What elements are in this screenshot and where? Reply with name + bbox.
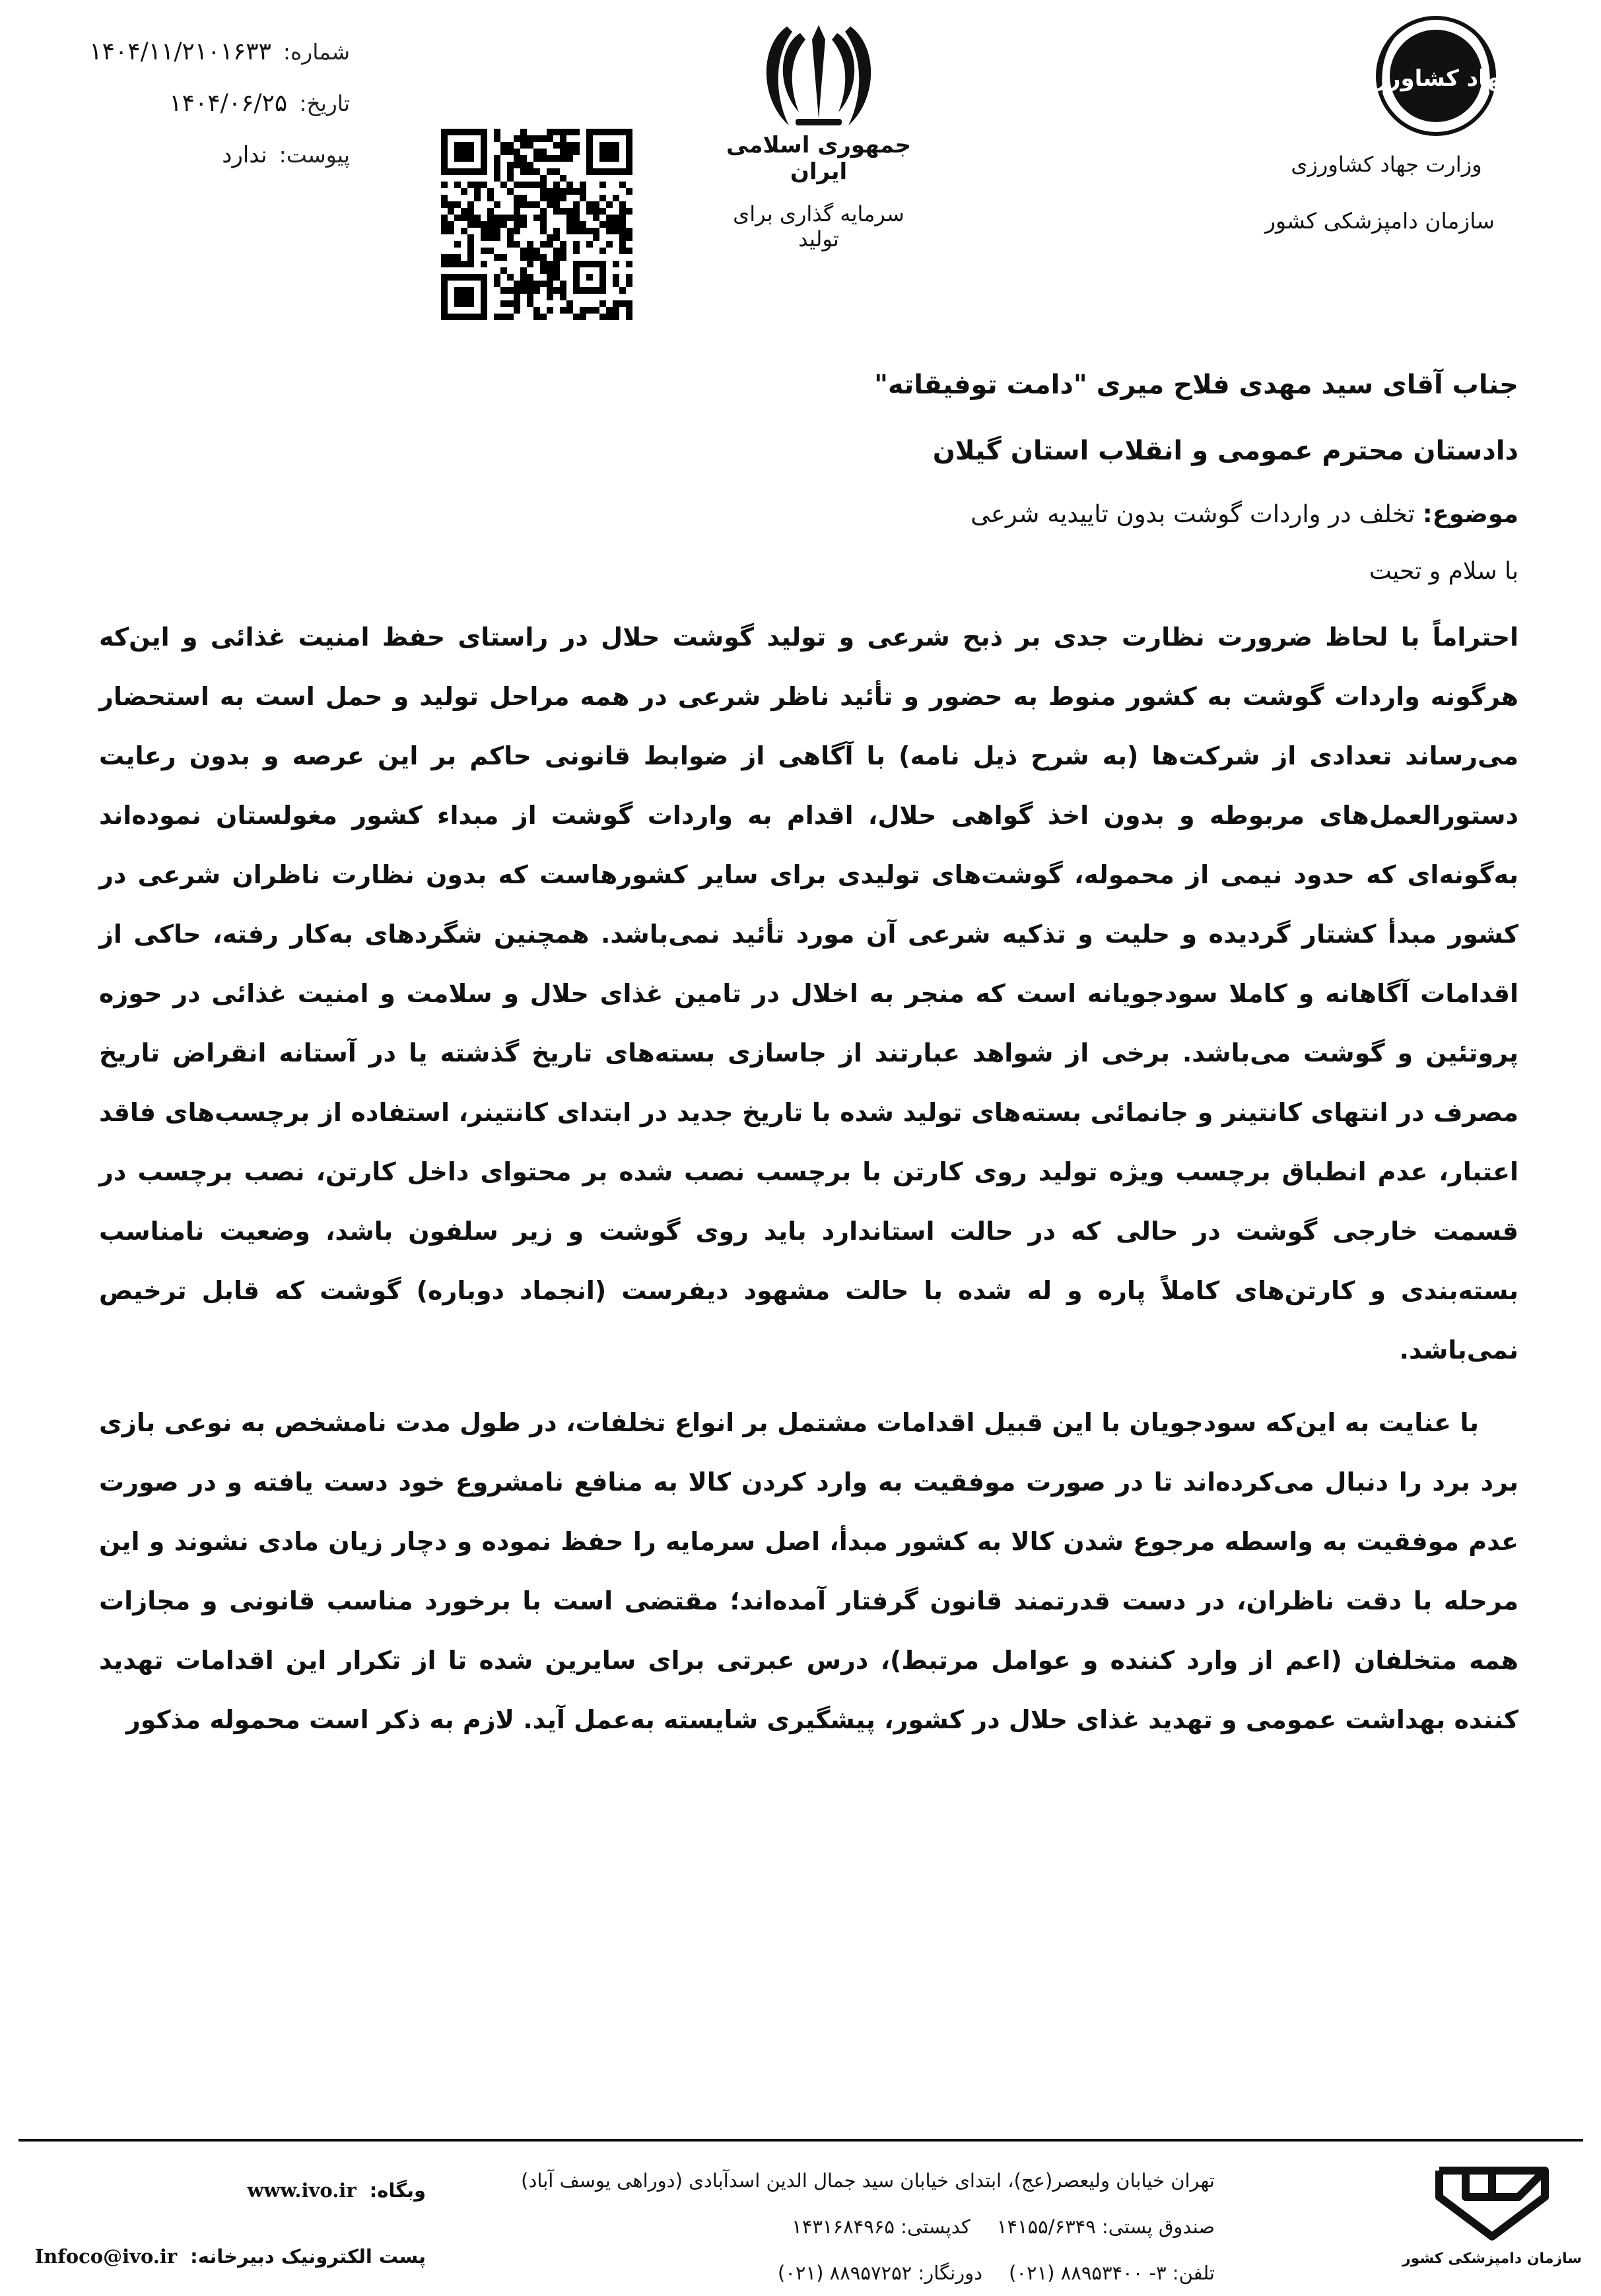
subject-text: تخلف در واردات گوشت بدون تاییدیه شرعی <box>971 500 1423 528</box>
footer-address-block <box>515 2157 1215 2296</box>
phone-label: تلفن: <box>1172 2262 1215 2284</box>
footer-phone-row <box>515 2250 1215 2296</box>
addressee-title: دادستان محترم عمومی و انقلاب استان گیلان <box>932 436 1518 466</box>
subject-line <box>971 500 1518 528</box>
letter-number-row <box>89 26 350 78</box>
pobox-label: صندوق پستی: <box>1102 2215 1215 2238</box>
veterinary-organization-logo-icon <box>1402 2157 1582 2270</box>
letter-number-label: شماره: <box>283 39 350 65</box>
letter-body <box>99 607 1518 1749</box>
body-paragraph-2: با عنایت به این‌که سودجویان با این قبیل اقدامات مشتمل بر انواع تخلفات، در طول مدت نامشخص به نوعی بازی برد برد را دنبال می‌کرده‌اند تا در صورت موفقیت به وارد کردن کالا به منافع نامشروع خود دست یافته و در صورت عدم موفقیت به واسطه مرجوع شدن کالا به کشور مبدأ، اصل سرمایه را حفظ نموده و دچار زیان مادی نشوند و این مرحله با دقت ناظران، در دست قدرتمند قانون گرفتار آمده‌اند؛ مقتضی است با برخورد مناسب قانونی و مجازات همه متخلفان (اعم از وارد کننده و عوامل مرتبط)، درس عبرتی برای سایرین شده تا از تکرار این اقدامات تهدید کننده بهداشت عمومی و تهدید غذای حلال در کشور، پیشگیری شایسته به‌عمل آید. لازم به ذکر است محموله مذکور <box>99 1408 1518 1734</box>
greeting: با سلام و تحیت <box>1369 558 1518 585</box>
letter-date-row <box>99 78 350 129</box>
iran-emblem-icon <box>759 20 878 132</box>
postal-code-label: کدپستی: <box>901 2215 971 2238</box>
email-label: پست الکترونیک دبیرخانه: <box>190 2245 426 2268</box>
letter-date-value: ۱۴۰۴/۰۶/۲۵ <box>169 90 288 117</box>
letter-attachment-value: ندارد <box>222 142 267 168</box>
website-row <box>56 2157 426 2223</box>
email-link[interactable]: Infoco@ivo.ir <box>34 2245 178 2268</box>
ministry-name: وزارت جهاد کشاورزی <box>1291 152 1482 177</box>
fax-value: ۸۸۹۵۷۲۵۲ (۰۲۱) <box>778 2262 912 2284</box>
footer-pobox-row <box>515 2204 1215 2250</box>
body-paragraph-1: احتراماً با لحاظ ضرورت نظارت جدی بر ذبح شرعی و تولید گوشت حلال در راستای حفظ امنیت غذائی و این‌که هرگونه واردات گوشت به کشور منوط به حضور و تأئید ناظر شرعی در همه مراحل تولید و حمل است به استحضار می‌رساند تعدادی از شرکت‌ها (به شرح ذیل نامه) با آگاهی از ضوابط قانونی حاکم بر این عرصه و بدون رعایت دستورالعمل‌های مربوطه و بدون اخذ گواهی حلال، اقدام به واردات گوشت از مبداء کشور مغولستان نموده‌اند به‌گونه‌ای که حدود نیمی از محموله، گوشت‌های تولیدی برای سایر کشورهاست که بدون نظارت ناظران شرعی در کشور مبدأ کشتار گردیده و حلیت و تذکیه شرعی آن مورد تأئید نمی‌باشد. همچنین شگردهای به‌کار رفته، حاکی از اقدامات آگاهانه و کاملا سودجویانه است که منجر به اخلال در تامین غذای حلال و سلامت و امنیت غذائی در حوزه پروتئین و گوشت می‌باشد. برخی از شواهد عبارتند از جاسازی بسته‌های تاریخ گذشته یا در آستانه انقراض تاریخ مصرف در انتهای کانتینر و جانمائی بسته‌های تولید شده با تاریخ جدید در ابتدای کانتینر، استفاده از برچسب‌های فاقد اعتبار، عدم انطباق برچسب ویژه تولید روی کارتن با برچسب نصب شده بر محتوای داخل کارتن، نصب برچسب در قسمت خارجی گوشت در حالی که در حالت استاندارد باید روی گوشت و زیر سلفون باشد، وضعیت نامناسب بسته‌بندی و کارتن‌های کاملاً پاره و له شده با حالت مشهود دیفرست (انجماد دوباره) گوشت که قابل ترخیص نمی‌باشد. <box>99 623 1518 1365</box>
letter-attachment-row <box>99 129 350 181</box>
organization-name: سازمان دامپزشکی کشور <box>1265 208 1495 234</box>
email-row <box>34 2223 426 2289</box>
footer-contact-block <box>34 2157 426 2289</box>
footer-address <box>515 2157 1215 2204</box>
jihad-logo-text: جهاد کشاورزی <box>1354 65 1518 92</box>
website-label: وبگاه: <box>369 2179 426 2202</box>
letter-date-label: تاریخ: <box>299 90 350 116</box>
footer-logo-text: سازمان دامپزشکی کشور <box>1402 2250 1582 2267</box>
subject-label: موضوع: <box>1422 500 1518 528</box>
republic-name: جمهوری اسلامی ایران <box>726 132 911 185</box>
qr-code-icon <box>441 129 632 320</box>
footer-divider <box>18 2139 1583 2142</box>
letter-number-value: ۱۴۰۴/۱۱/۲۱۰۱۶۳۳ <box>89 38 271 65</box>
letter-meta <box>89 26 350 181</box>
letter-attachment-label: پیوست: <box>279 142 350 168</box>
phone-value: ۳- ۸۸۹۵۳۴۰۰ (۰۲۱) <box>1009 2262 1167 2284</box>
postal-code-value: ۱۴۳۱۶۸۴۹۶۵ <box>792 2215 895 2238</box>
footer-address-text: تهران خیابان ولیعصر(عج)، ابتدای خیابان سید جمال الدین اسدآبادی (دوراهی یوسف آباد) <box>521 2169 1215 2192</box>
slogan: سرمایه گذاری برای تولید <box>733 201 904 252</box>
fax-label: دورنگار: <box>918 2262 983 2284</box>
jihad-keshavarzi-logo-icon <box>1354 13 1518 139</box>
website-link[interactable]: www.ivo.ir <box>247 2179 357 2202</box>
addressee-name: جناب آقای سید مهدی فلاح میری "دامت توفیقاته" <box>874 370 1518 400</box>
pobox-value: ۱۴۱۵۵/۶۳۴۹ <box>996 2215 1096 2238</box>
